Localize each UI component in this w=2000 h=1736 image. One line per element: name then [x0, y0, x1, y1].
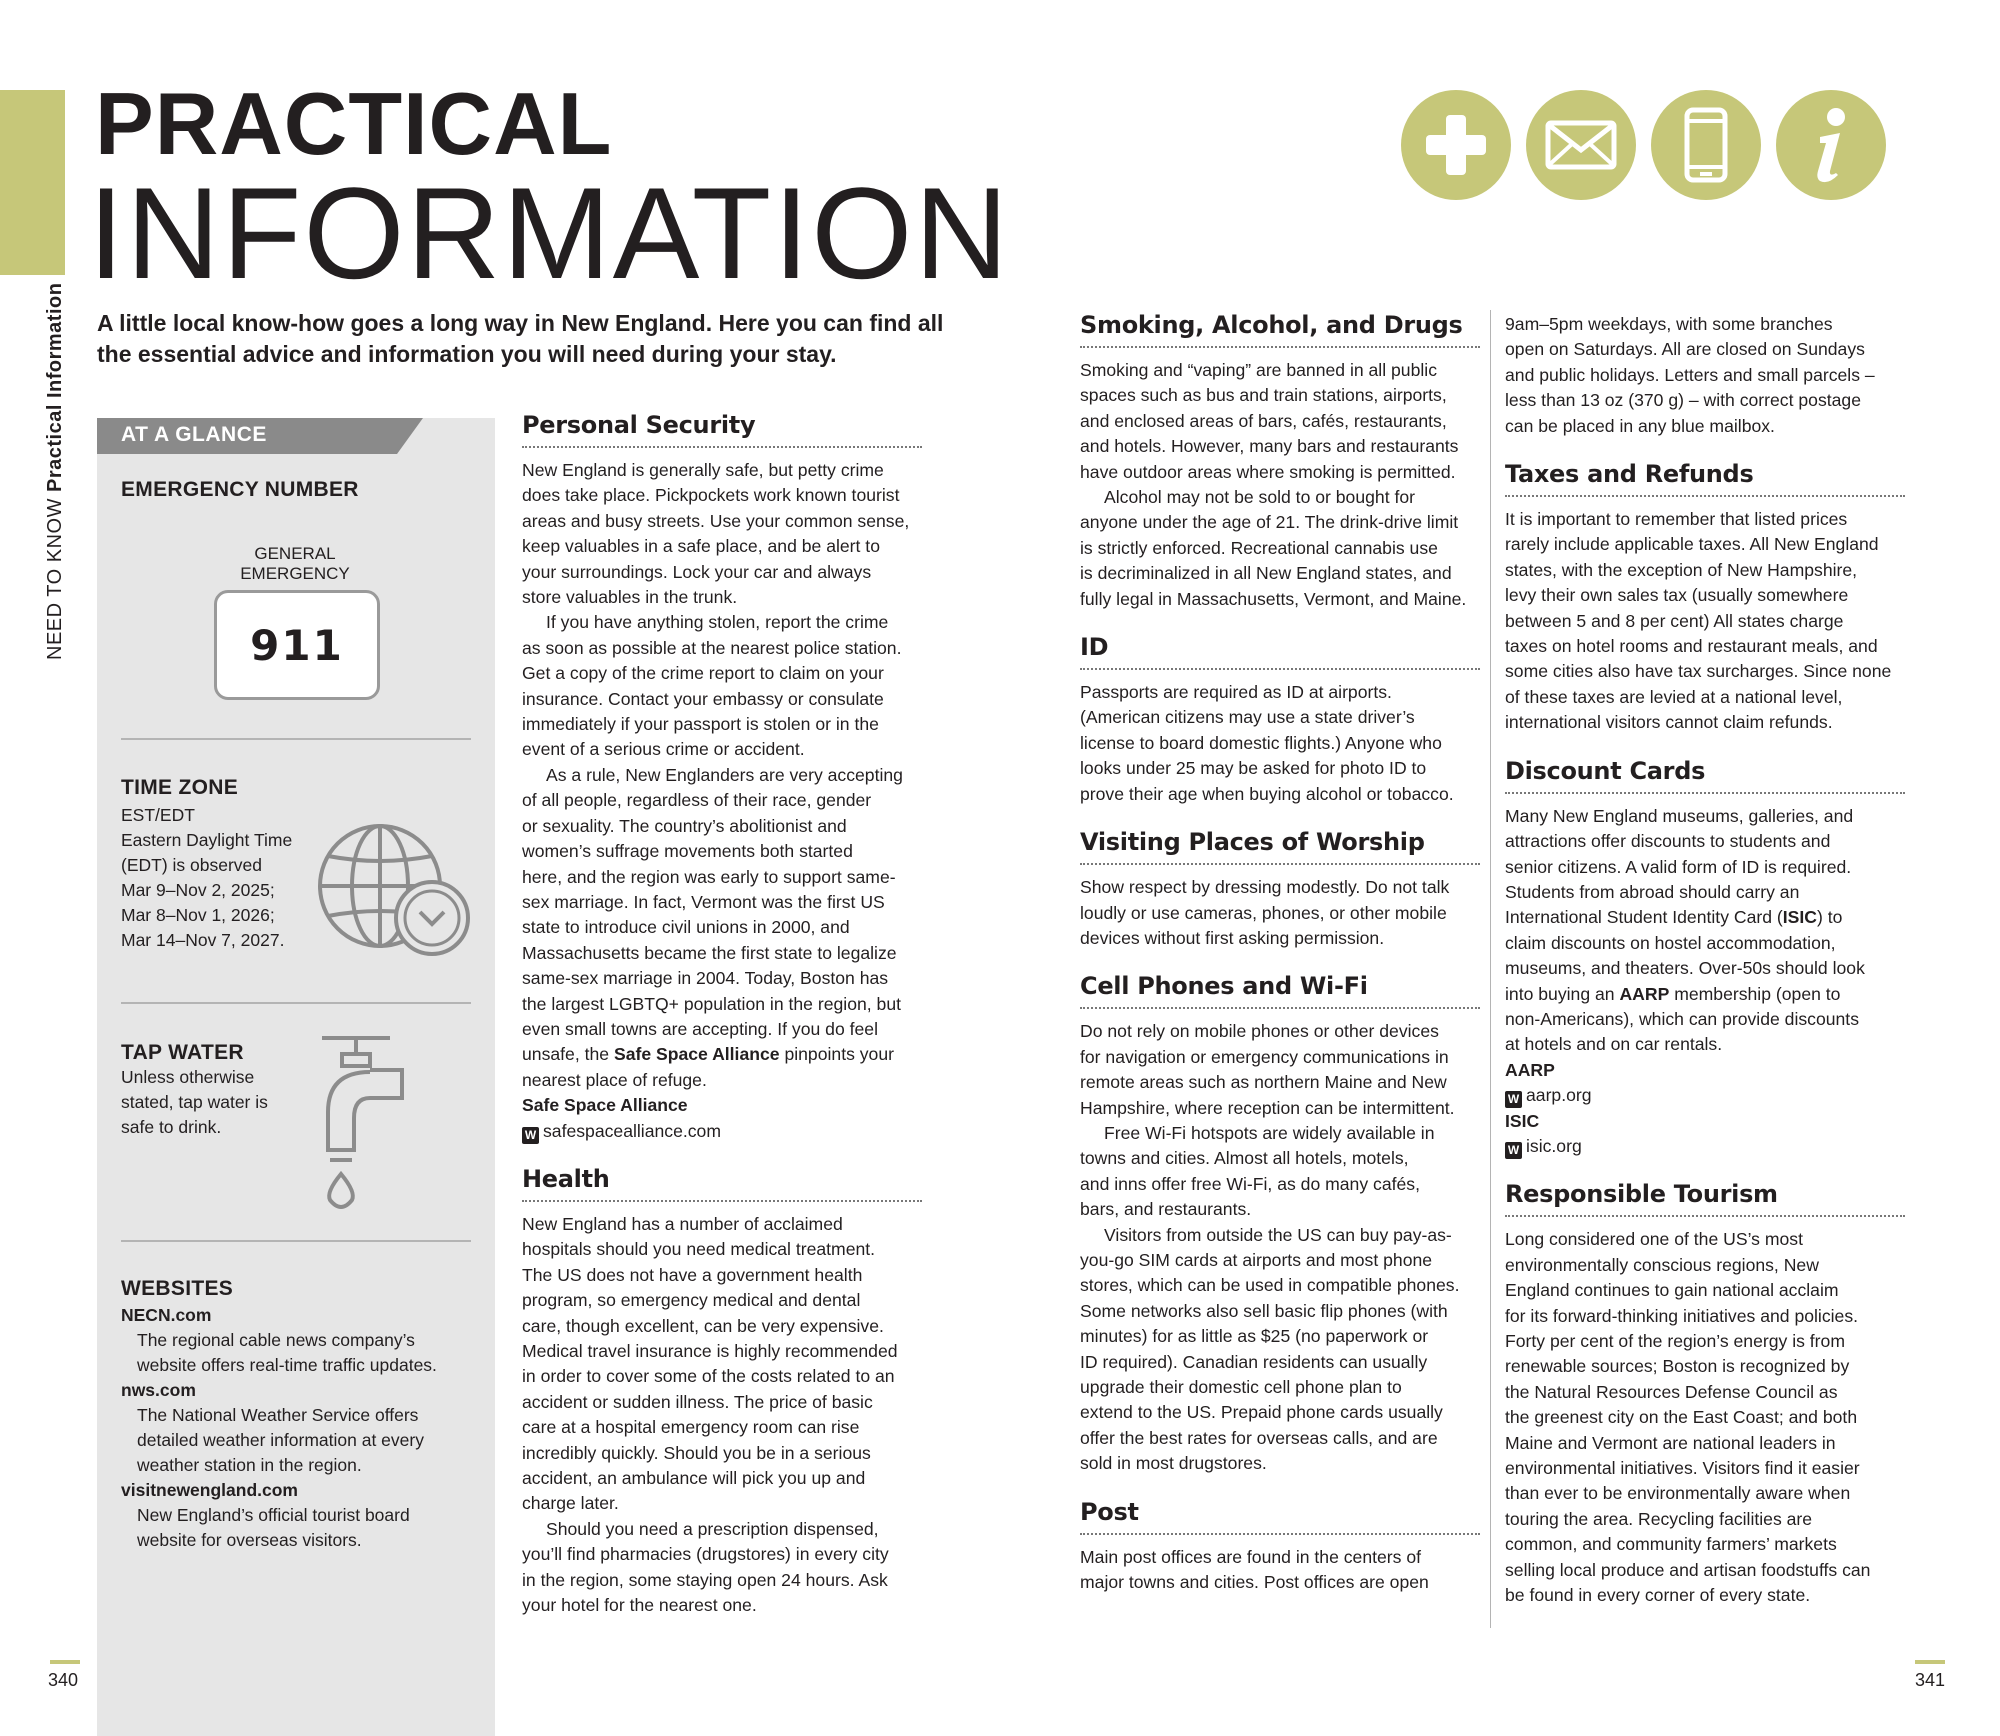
org-name: AARP: [1505, 1059, 1555, 1080]
emergency-label: EMERGENCY: [240, 564, 350, 583]
column-2: [1080, 310, 1480, 1595]
website-link[interactable]: NECN.com: [121, 1305, 212, 1325]
paragraph: Main post offices are found in the centers of major towns and cities. Post offices are open: [1080, 1546, 1429, 1593]
heading-rule: [1080, 346, 1480, 348]
phone-icon: [1651, 90, 1761, 200]
websites-list: [121, 1303, 481, 1553]
website-description: weather station in the region.: [137, 1455, 362, 1475]
section-heading: Taxes and Refunds: [1505, 460, 1754, 489]
paragraph: New England has a number of acclaimed hospitals should you need medical treatment. The US does not have a government health program, so emergency medical and dental care, though excellent, can be very expensive. Medical travel insurance is highly recommended in order to cover some of the costs related to an accident or sudden illness. The price of basic care at a hospital emergency room can rise incredibly quickly. Should you be in a serious accident, an ambulance will pick you up and charge later.: [522, 1213, 898, 1514]
paragraph: Free Wi-Fi hotspots are widely available in towns and cities. Almost all hotels, motels, and inns offer free Wi-Fi, as do many cafés, bars, and restaurants.: [1080, 1122, 1435, 1220]
section-heading: Responsible Tourism: [1505, 1180, 1778, 1209]
website-link[interactable]: nws.com: [121, 1380, 196, 1400]
paragraph: Smoking and “vaping” are banned in all public spaces such as bus and train stations, airports, and enclosed areas of bars, cafés, restaurants, and hotels. However, many bars and restaurants have outdoor areas where smoking is permitted.: [1080, 360, 1459, 482]
section-heading: Health: [522, 1164, 610, 1193]
paragraph: If you have anything stolen, report the crime as soon as possible at the nearest police station. Get a copy of the crime report to claim on your insurance. Contact your embassy or consulate immediately if your passport is stolen or in the event of a serious crime or accident.: [522, 612, 902, 760]
heading-rule: [1505, 792, 1905, 794]
section-heading: Visiting Places of Worship: [1080, 828, 1425, 857]
time-zone-line: (EDT) is observed: [121, 855, 263, 875]
globe-clock-icon: [316, 822, 472, 956]
paragraph: Long considered one of the US’s most environmentally conscious regions, New England continues to gain national acclaim for its forward-thinking initiatives and policies. Forty per cent of the region’s energy is from renewable sources; Boston is recognized by the Natural Resources Defense Council as the greenest city on the East Coast; and both Maine and Vermont are national leaders in environmental initiatives. Visitors find it easier than ever to be environmentally aware when touring the area. Recycling facilities are common, and community farmers’ markets selling local produce and artisan foodstuffs can be found in every corner of every state.: [1505, 1229, 1871, 1606]
website-description: The regional cable news company’s: [137, 1330, 415, 1350]
paragraph: As a rule, New Englanders are very accepting of all people, regardless of their race, gender or sexuality. The country’s abolitionist and women’s suffrage movements both started here, and the region was early to support same- sex marriage. In fact, Vermont was the first US state to introduce civil unions in 2000, and Massachusetts became the first state to legalize same-sex marriage in 2004. Today, Boston has the largest LGBTQ+ population in the region, but even small towns are accepting. If you do feel unsafe, the Safe Space Alliance pinpoints your nearest place of refuge.: [522, 764, 903, 1090]
heading-rule: [1080, 1533, 1480, 1535]
time-zone-line: Eastern Daylight Time: [121, 830, 293, 850]
website-description: detailed weather information at every: [137, 1430, 424, 1450]
web-link[interactable]: W safespacealliance.com: [522, 1119, 922, 1144]
website-description: The National Weather Service offers: [137, 1405, 419, 1425]
time-zone-line: Mar 9–Nov 2, 2025;: [121, 880, 275, 900]
emergency-number-box: [214, 590, 380, 700]
column-1: [522, 410, 922, 1618]
time-zone-line: EST/EDT: [121, 805, 195, 825]
paragraph: It is important to remember that listed prices rarely include applicable taxes. All New England states, with the exception of New Hampshire, levy their own sales tax (usually somewhere between 5 and 8 per cent) All states charge taxes on hotel rooms and restaurant meals, and some cities also have tax surcharges. Since none of these taxes are levied at a national level, international visitors cannot claim refunds.: [1505, 509, 1892, 733]
paragraph: New England is generally safe, but petty crime does take place. Pickpockets work known tourist areas and busy streets. Use your common sense, keep valuables in a safe place, and be alert to your surroundings. Lock your car and always store valuables in the trunk.: [522, 460, 910, 608]
page-number-left: 340: [48, 1670, 79, 1690]
paragraph: Many New England museums, galleries, and attractions offer discounts to students and senior citizens. A valid form of ID is required. Students from abroad should carry an International Student Identity Card (ISIC) to claim discounts on hostel accommodation, museums, and theaters. Over-50s should look into buying an AARP membership (open to non-Americans), which can provide discounts at hotels and on car rentals.: [1505, 805, 1865, 1055]
page-number-right: 341: [1915, 1670, 1946, 1690]
plus-icon: [1401, 90, 1511, 200]
running-head: [44, 283, 67, 660]
page-title-line-1: PRACTICAL: [95, 74, 613, 173]
tap-water-line: Unless otherwise: [121, 1067, 255, 1087]
divider: [121, 1002, 471, 1004]
heading-rule: [1505, 1215, 1905, 1217]
websites-heading: WEBSITES: [121, 1277, 234, 1300]
column-divider: [1490, 310, 1491, 1628]
website-description: New England’s official tourist board: [137, 1505, 410, 1525]
time-zone-line: Mar 14–Nov 7, 2027.: [121, 930, 285, 950]
paragraph: Should you need a prescription dispensed, you’ll find pharmacies (drugstores) in every city in the region, some staying open 24 hours. Ask your hotel for the nearest one.: [522, 1518, 889, 1616]
paragraph: Visitors from outside the US can buy pay-as- you-go SIM cards at airports and most phone stores, which can be used in compatible phones. Some networks also sell basic flip phones (with minutes) for as little as $25 (no paperwork or ID required). Canadian residents can usually upgrade their domestic cell phone plan to extend to the US. Prepaid phone cards usually offer the best rates for overseas calls, and are sold in most drugstores.: [1080, 1224, 1460, 1474]
website-description: website for overseas visitors.: [137, 1530, 362, 1550]
section-heading: Smoking, Alcohol, and Drugs: [1080, 311, 1463, 339]
page-number-accent: [50, 1660, 80, 1664]
org-name: Safe Space Alliance: [522, 1095, 688, 1116]
page-title-line-2: INFORMATION: [88, 160, 1011, 306]
column-3: [1505, 312, 1905, 1608]
tap-water-line: stated, tap water is: [121, 1092, 268, 1112]
paragraph: 9am–5pm weekdays, with some branches open on Saturdays. All are closed on Sundays and public holidays. Letters and small parcels – less than 13 oz (370 g) – with correct postage can be placed in any blue mailbox.: [1505, 314, 1875, 436]
general-label: GENERAL: [254, 544, 336, 563]
web-link[interactable]: W aarp.org: [1505, 1083, 1905, 1108]
section-heading: Cell Phones and Wi-Fi: [1080, 972, 1368, 1001]
section-heading: Personal Security: [522, 411, 756, 439]
org-name: ISIC: [1505, 1110, 1540, 1131]
tap-water-text: [121, 1065, 268, 1140]
heading-rule: [1080, 668, 1480, 670]
envelope-icon: [1526, 90, 1636, 200]
website-link[interactable]: visitnewengland.com: [121, 1480, 298, 1500]
heading-rule: [522, 1200, 922, 1202]
section-heading: ID: [1080, 633, 1109, 662]
tap-icon: [312, 1032, 412, 1214]
time-zone-heading: TIME ZONE: [121, 776, 239, 799]
intro-text: A little local know-how goes a long way in New England. Here you can find all the essential advice and information you will need during your stay.: [97, 310, 944, 367]
web-icon: W: [522, 1127, 539, 1144]
info-icon: [1776, 90, 1886, 200]
heading-rule: [1080, 1007, 1480, 1009]
running-head-section: Practical Information: [44, 282, 66, 492]
paragraph: Alcohol may not be sold to or bought for anyone under the age of 21. The drink-drive limit is strictly enforced. Recreational cannabis use is decriminalized in all New England states, and fully legal in Massachusetts, Vermont, and Maine.: [1080, 487, 1467, 609]
page-number-accent: [1915, 1660, 1945, 1664]
divider: [121, 1240, 471, 1242]
tap-water-heading: TAP WATER: [121, 1041, 244, 1064]
web-icon: W: [1505, 1091, 1522, 1108]
running-head-prefix: NEED TO KNOW: [44, 498, 66, 660]
web-icon: W: [1505, 1142, 1522, 1159]
divider: [121, 738, 471, 740]
emergency-heading: EMERGENCY NUMBER: [121, 478, 359, 501]
paragraph: Passports are required as ID at airports. (American citizens may use a state driver’s license to board domestic flights.) Anyone who looks under 25 may be asked for photo ID to prove their age when buying alcohol or tobacco.: [1080, 682, 1454, 804]
at-a-glance-label: AT A GLANCE: [121, 423, 267, 446]
section-heading: Discount Cards: [1505, 756, 1706, 785]
heading-rule: [1080, 863, 1480, 865]
time-zone-text: [121, 803, 292, 953]
heading-rule: [1505, 495, 1905, 497]
web-link[interactable]: W isic.org: [1505, 1134, 1905, 1159]
paragraph: Show respect by dressing modestly. Do not talk loudly or use cameras, phones, or other mobile devices without first asking permission.: [1080, 877, 1450, 948]
time-zone-line: Mar 8–Nov 1, 2026;: [121, 905, 275, 925]
heading-rule: [522, 446, 922, 448]
tap-water-line: safe to drink.: [121, 1117, 222, 1137]
website-description: website offers real-time traffic updates.: [137, 1355, 437, 1375]
section-color-bar: [0, 90, 65, 275]
emergency-number: 911: [250, 620, 344, 670]
section-heading: Post: [1080, 1497, 1139, 1526]
paragraph: Do not rely on mobile phones or other devices for navigation or emergency communications in remote areas such as northern Maine and New Hampshire, where reception can be intermittent.: [1080, 1021, 1455, 1118]
